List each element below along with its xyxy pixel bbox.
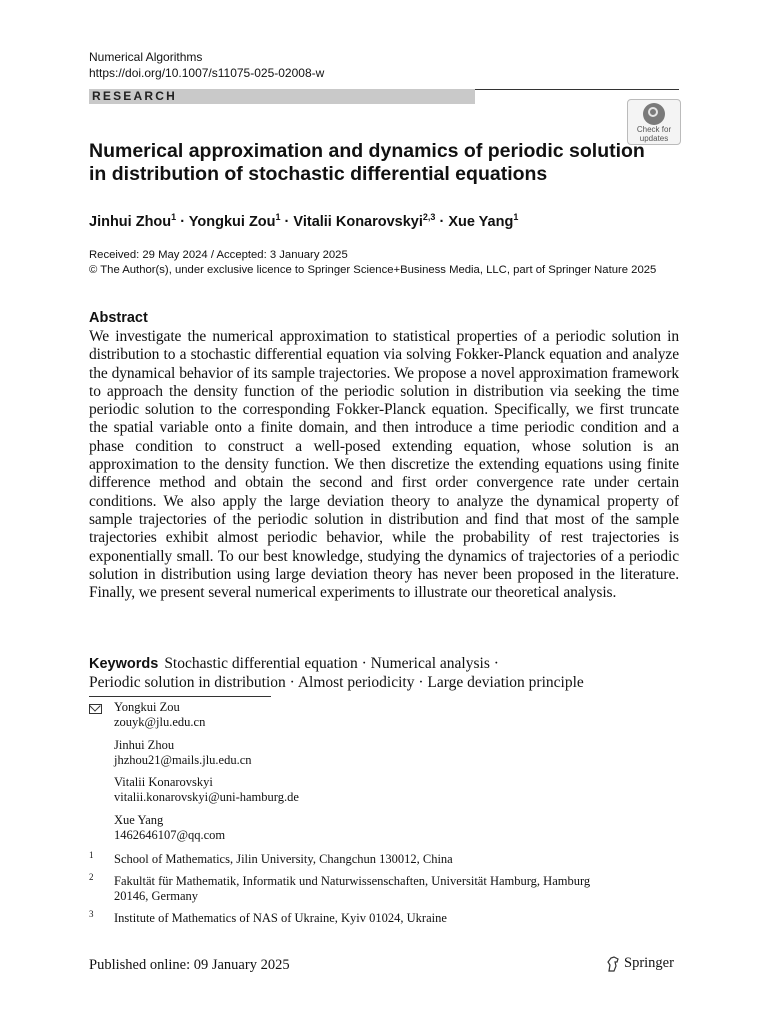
copyright-notice: © The Author(s), under exclusive licence to Springer Science+Business Media, LLC, part of Springer Nature 2025 [89, 264, 657, 276]
check-for-updates-badge[interactable] [627, 99, 681, 145]
author-affil-mark: 2,3 [422, 212, 436, 222]
check-updates-icon [643, 103, 665, 125]
publication-dates [89, 248, 689, 278]
contact-email[interactable]: 1462646107@qq.com [114, 827, 226, 842]
author-affil-mark: 1 [171, 212, 177, 222]
badge-line-2: updates [639, 134, 669, 143]
received-accepted: Received: 29 May 2024 / Accepted: 3 January 2025 [89, 249, 348, 261]
affiliation-entry [89, 852, 679, 867]
author-name: Xue Yang [448, 213, 514, 230]
publisher-name: Springer [624, 955, 674, 971]
affiliation-entry [89, 874, 594, 904]
affiliation-text: Fakultät für Mathematik, Informatik und Naturwissenschaften, Universität Hamburg, Hamburg 20146, Germany [114, 874, 591, 903]
author-list [89, 208, 518, 231]
author-separator: · [280, 213, 294, 230]
contact-name: Xue Yang [114, 812, 164, 827]
envelope-icon [89, 704, 102, 714]
affiliation-text: School of Mathematics, Jilin University, Changchun 130012, China [114, 852, 453, 866]
published-online: Published online: 09 January 2025 [89, 957, 290, 973]
contact-entry [114, 813, 299, 843]
keywords [89, 655, 679, 692]
journal-header [89, 49, 324, 81]
contact-entry [114, 700, 299, 730]
author-separator: · [435, 213, 449, 230]
springer-horse-icon [606, 956, 620, 972]
contact-email[interactable]: zouyk@jlu.edu.cn [114, 715, 206, 729]
affiliation-list [89, 852, 679, 933]
contact-entry [114, 775, 299, 805]
contact-email[interactable]: vitalii.konarovskyi@uni-hamburg.de [114, 790, 299, 804]
keywords-line-1: Stochastic differential equation · Numerical analysis · [164, 655, 499, 672]
affiliation-number: 1 [89, 850, 94, 860]
contact-name: Jinhui Zhou [114, 737, 175, 752]
author-affil-mark: 1 [275, 212, 281, 222]
author-separator: · [176, 213, 189, 230]
affiliation-number: 2 [89, 872, 94, 882]
contact-name: Yongkui Zou [114, 700, 180, 714]
journal-doi-link[interactable]: https://doi.org/10.1007/s11075-025-02008-w [89, 66, 325, 80]
contacts-rule [89, 696, 271, 697]
paper-title: Numerical approximation and dynamics of periodic solution in distribution of stochastic differential equations [89, 140, 645, 185]
author-name: Jinhui Zhou [89, 213, 172, 230]
contact-entry [114, 738, 299, 768]
author-affil-mark: 1 [513, 212, 519, 222]
section-label: RESEARCH [92, 89, 177, 103]
publisher-logo [606, 955, 674, 972]
author-name: Yongkui Zou [188, 213, 276, 230]
section-bar [89, 89, 475, 104]
affiliation-text: Institute of Mathematics of NAS of Ukraine, Kyiv 01024, Ukraine [114, 911, 447, 925]
affiliation-entry [89, 911, 679, 926]
journal-name: Numerical Algorithms [89, 50, 203, 64]
abstract-text: We investigate the numerical approximation to statistical properties of a periodic solution in distribution to a stochastic differential equation via solving Fokker-Planck equation and analyze the dynamical behavior of its sample trajectories. We propose a novel approximation framework to approach the density function of the periodic solution in distribution via seeking the time periodic solution to the corresponding Fokker-Planck equation. Specifically, we first truncate the spatial variable onto a finite domain, and then introduce a time periodic condition and a phase condition to construct a well-posed extending equation, whose solution is an approximation to the density function. We then discretize the extending equations using finite difference method and obtain the second and first order convergence rate under certain conditions. We also apply the large deviation theory to analyze the dynamical property of sample trajectories of the periodic solution in distribution and find that most of the sample trajectories exhibit almost periodic behavior, while the probability of rest trajectories is exponentially small. To our best knowledge, studying the dynamics of trajectories of a periodic solution in distribution using large deviation theory has never been proposed in the literature. Finally, we present several numerical experiments to illustrate our theoretical analysis. [89, 328, 679, 602]
contact-email[interactable]: jhzhou21@mails.jlu.edu.cn [114, 752, 252, 767]
contact-list [114, 700, 299, 850]
keywords-line-2: Periodic solution in distribution · Almost periodicity · Large deviation principle [89, 673, 584, 691]
contact-name: Vitalii Konarovskyi [114, 775, 213, 789]
author-name: Vitalii Konarovskyi [293, 213, 423, 230]
affiliation-number: 3 [89, 909, 94, 919]
keywords-label: Keywords [89, 656, 159, 672]
abstract-heading: Abstract [89, 310, 148, 326]
badge-line-1: Check for [636, 125, 672, 134]
